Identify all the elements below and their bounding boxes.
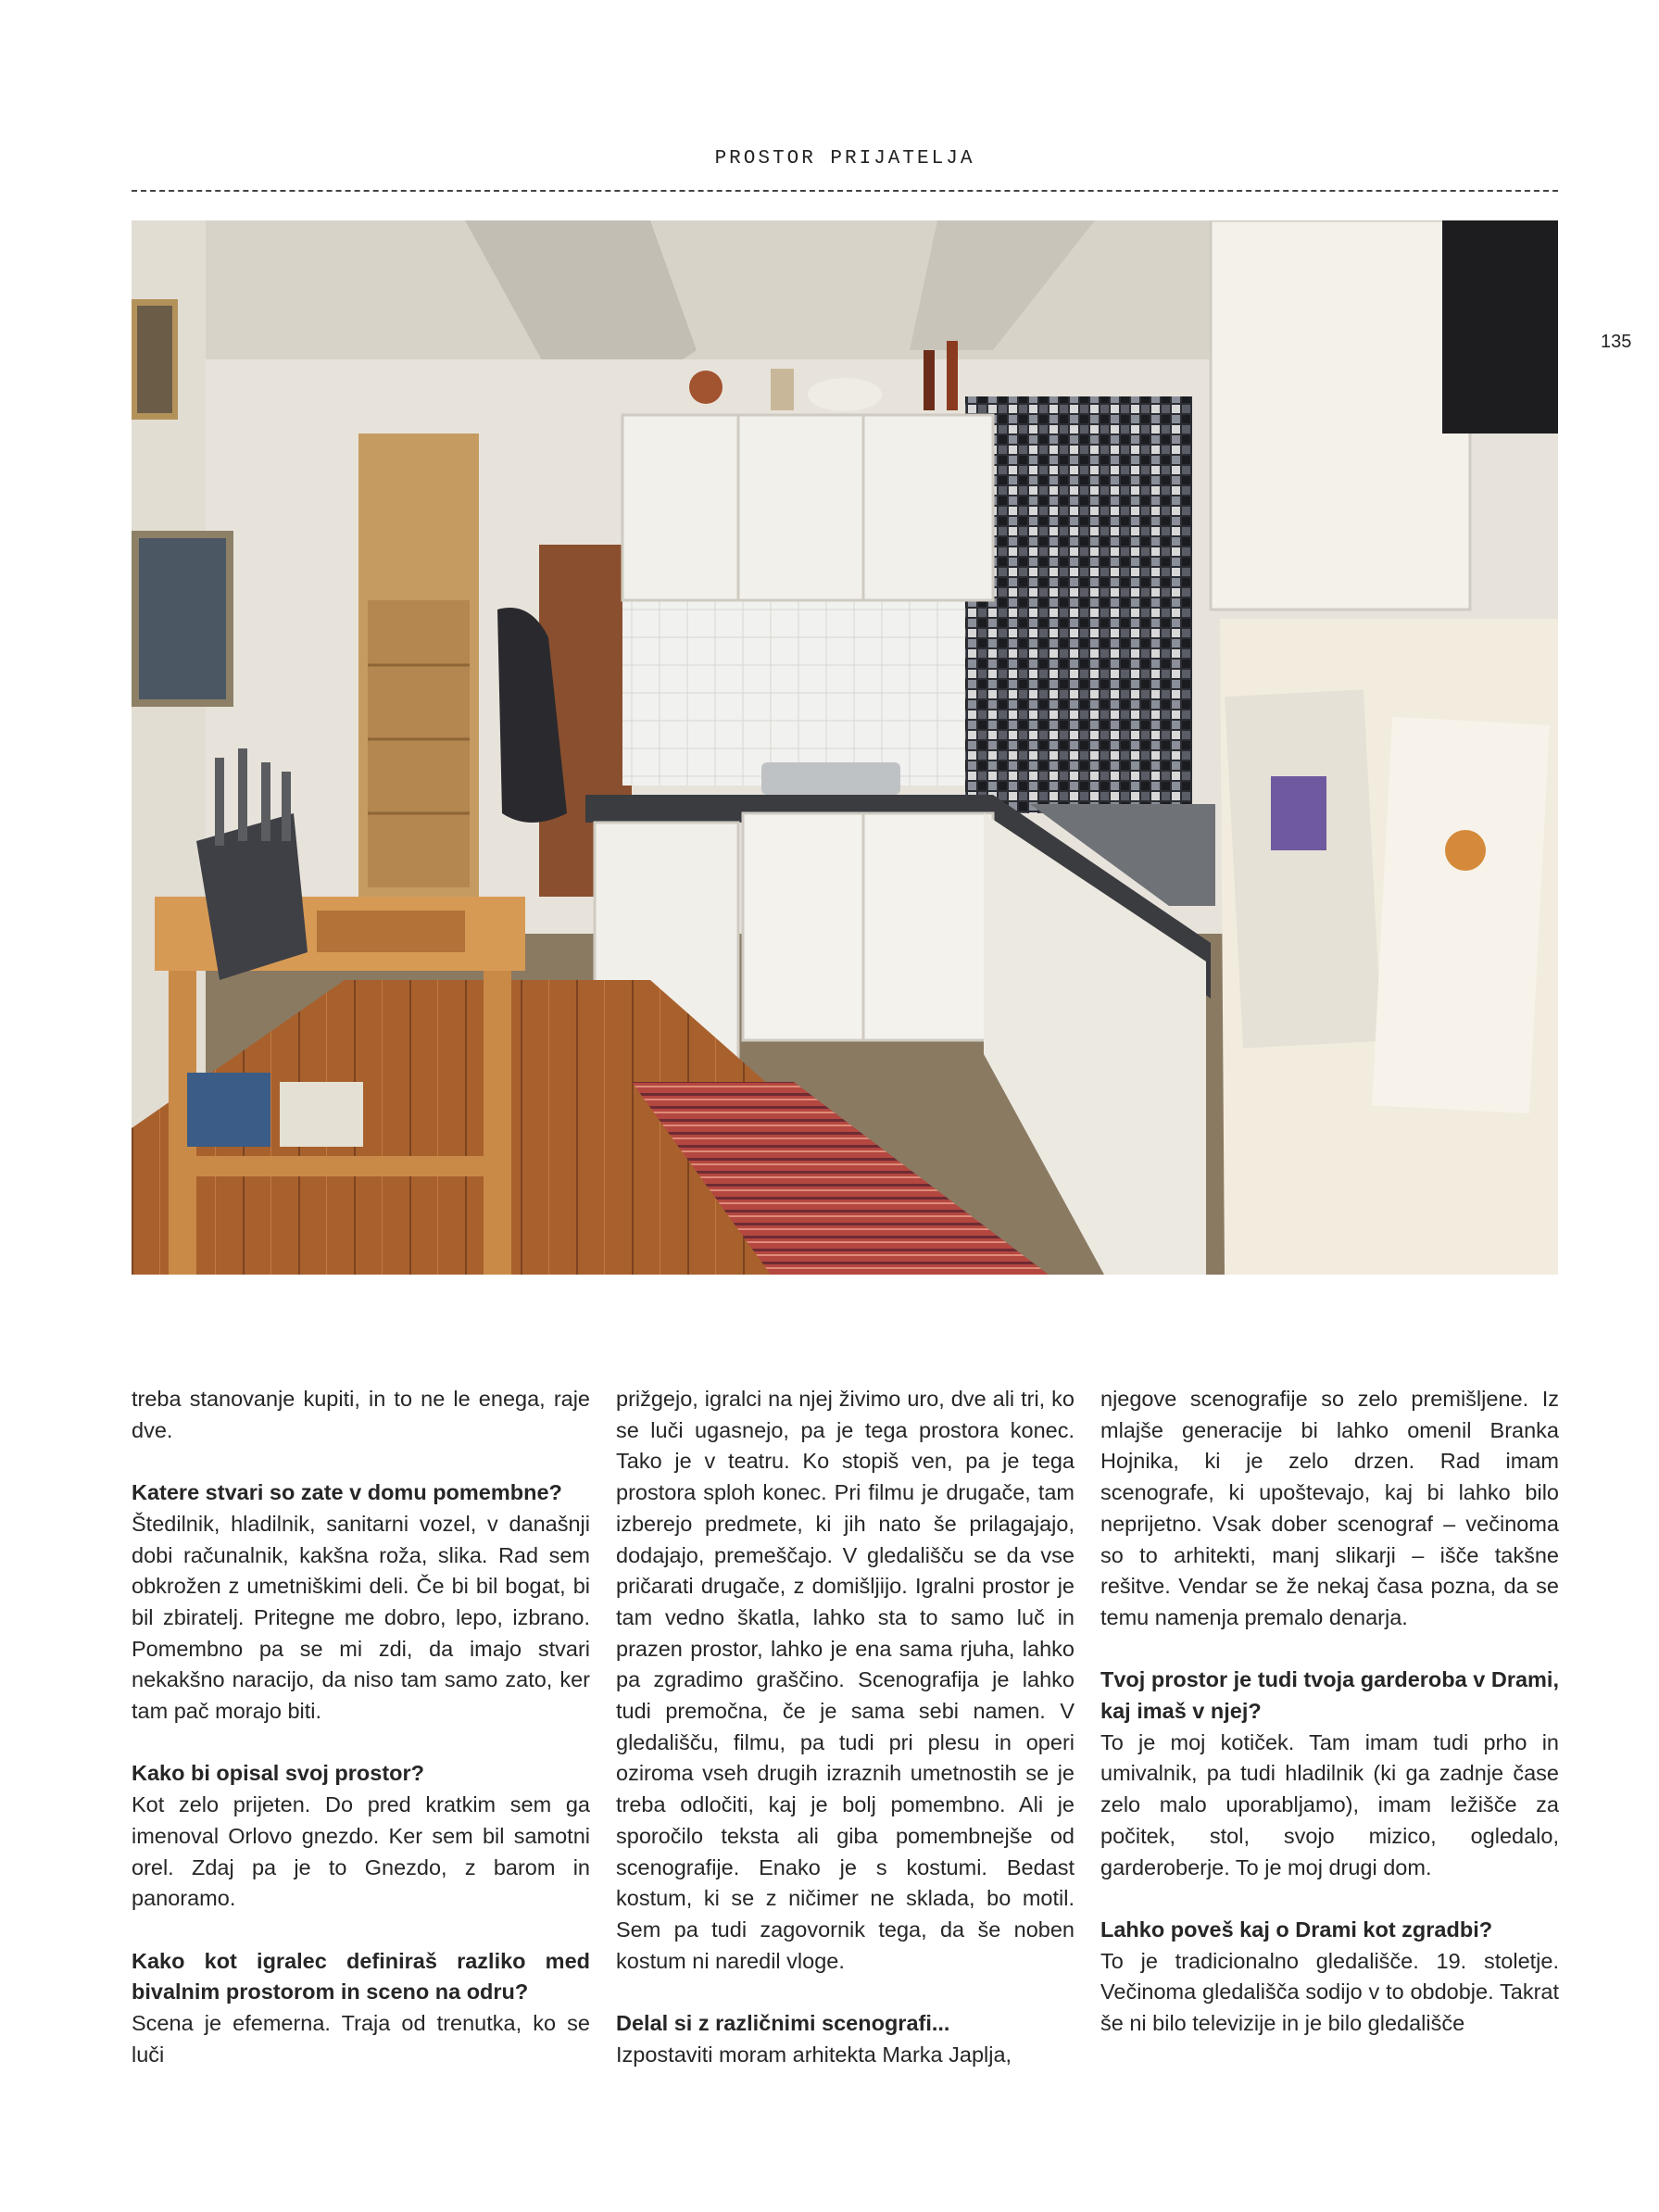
kitchen-photo <box>132 220 1558 1275</box>
page-number: 135 <box>1601 332 1632 352</box>
interview-answer: Scena je efemerna. Traja od trenutka, ko se luči <box>132 2011 590 2067</box>
section-title: PROSTOR PRIJATELJA <box>714 148 975 170</box>
interview-question: Tvoj prostor je tudi tvoja garderoba v Drami, kaj imaš v njej? <box>1100 1667 1559 1724</box>
text-column-2 <box>616 1384 1075 2070</box>
interview-answer: To je moj kotiček. Tam imam tudi prho in umivalnik, pa tudi hladilnik (ki ga zadnje čase zelo malo uporabljamo), imam ležišče za počitek, stol, svojo mizico, ogledalo, garderoberje. To je moj drugi dom. <box>1100 1729 1559 1879</box>
interview-answer: Kot zelo prijeten. Do pred kratkim sem ga imenoval Orlovo gnezdo. Ker sem bil samotni orel. Zdaj pa je to Gnezdo, z barom in panoramo. <box>132 1792 590 1911</box>
text-column-3 <box>1100 1384 1559 2040</box>
text-column-1 <box>132 1384 590 2070</box>
interview-answer: Štedilnik, hladilnik, sanitarni vozel, v današnji dobi računalnik, kakšna roža, slika. Rad sem obkrožen z umetniškimi deli. Če bi bil bogat, bi bil zbiratelj. Pritegne me dobro, lepo, izbrano. Pomembno pa se mi zdi, da imajo stvari nekakšno naracijo, da niso tam samo zato, ker tam pač morajo biti. <box>132 1511 590 1724</box>
interview-question: Kako bi opisal svoj prostor? <box>132 1761 424 1786</box>
interview-question: Kako kot igralec definiraš razliko med bivalnim prostorom in sceno na odru? <box>132 1948 590 2005</box>
interview-answer: To je tradicionalno gledališče. 19. stoletje. Večinoma gledališča sodijo v to obdobje. Takrat še ni bilo televizije in je bilo gledališče <box>1100 1948 1559 2036</box>
paragraph: prižgejo, igralci na njej živimo uro, dve ali tri, ko se luči ugasnejo, pa je tega prostora konec. Tako je v teatru. Ko stopiš ven, pa je tega prostora sploh konec. Pri filmu je drugače, tam izberejo predmete, ki jih nato še prilagajajo, dodajajo, premeščajo. V gledališču se da vse pričarati drugače, z domišljijo. Igralni prostor je tam vedno škatla, lahko sta to samo luč in prazen prostor, lahko je ena sama rjuha, lahko pa zgradimo graščino. Scenografija je lahko tudi premočna, če je sama sebi namen. V gledališču, filmu, pa tudi pri plesu in operi oziroma vseh drugih izraznih umetnostih se je treba odločiti, kaj je bolj pomembno. Ali je sporočilo teksta ali giba pomembnejše od scenografije. Enako je s kostumi. Bedast kostum, ki se z ničimer ne sklada, bo motil. Sem pa tudi zagovornik tega, da še noben kostum ni naredil vloge. <box>616 1387 1075 1973</box>
dashed-rule <box>132 190 1558 192</box>
interview-answer: Izpostaviti moram arhitekta Marka Japlja, <box>616 2042 1012 2067</box>
interview-question: Delal si z različnimi scenografi... <box>616 2011 950 2036</box>
paragraph: njegove scenografije so zelo premišljene. Iz mlajše generacije bi lahko omenil Branka Hojnika, ki je zelo drzen. Rad imam scenografe, ki upoštevajo, kaj bi lahko bilo neprijetno. Vsak dober scenograf – večinoma so to arhitekti, manj slikarji – išče takšne rešitve. Vendar se že nekaj časa pozna, da se temu namenja premalo denarja. <box>1100 1387 1559 1629</box>
paragraph: treba stanovanje kupiti, in to ne le enega, raje dve. <box>132 1387 590 1442</box>
interview-question: Lahko poveš kaj o Drami kot zgradbi? <box>1100 1917 1493 1942</box>
interview-question: Katere stvari so zate v domu pomembne? <box>132 1480 562 1505</box>
